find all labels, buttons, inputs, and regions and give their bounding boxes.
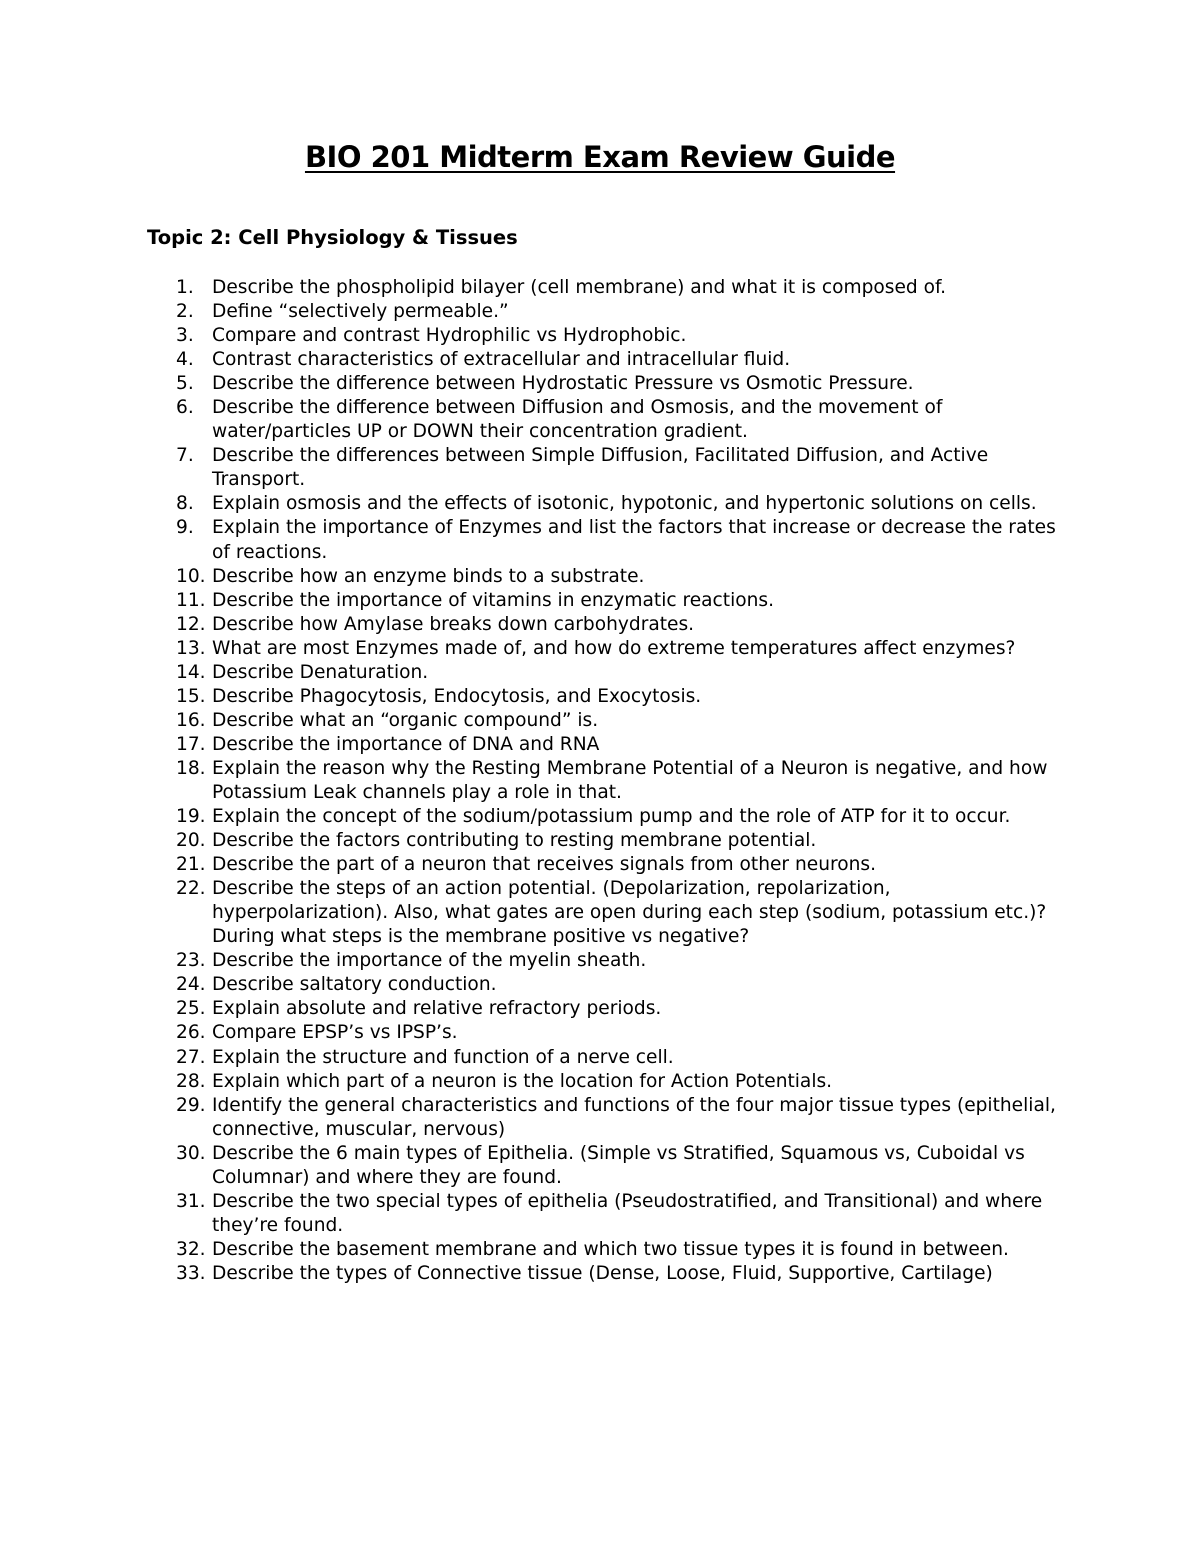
list-item	[0, 565, 1062, 589]
list-item-text: Describe the 6 main types of Epithelia. (Simple vs Stratified, Squamous vs, Cuboidal vs Columnar) and where they are found.	[212, 1142, 1025, 1188]
list-item-text: Define “selectively permeable.”	[212, 301, 509, 323]
list-item-number: 33.	[176, 1262, 206, 1284]
list-item	[0, 1021, 1062, 1045]
question-list	[0, 276, 1200, 1286]
list-item-number: 6.	[176, 397, 194, 419]
list-item-number: 10.	[176, 565, 206, 587]
list-item-text: Explain the reason why the Resting Membrane Potential of a Neuron is negative, and how Potassium Leak channels play a role in that.	[212, 757, 1048, 803]
list-item-number: 1.	[176, 277, 194, 298]
list-item-text: Explain absolute and relative refractory periods.	[212, 998, 662, 1020]
list-item-text: Describe the importance of DNA and RNA	[212, 733, 600, 755]
list-item	[0, 853, 1062, 877]
list-item-number: 9.	[176, 517, 194, 539]
list-item	[0, 444, 1062, 492]
list-item-number: 15.	[176, 685, 206, 707]
list-item	[0, 805, 1062, 829]
list-item-text: Compare and contrast Hydrophilic vs Hydrophobic.	[212, 325, 687, 347]
list-item	[0, 1262, 1062, 1286]
list-item-number: 30.	[176, 1142, 206, 1164]
list-item-number: 20.	[176, 830, 206, 852]
list-item-text: Describe the difference between Hydrostatic Pressure vs Osmotic Pressure.	[212, 373, 914, 395]
list-item-number: 24.	[176, 974, 206, 996]
list-item-text: Describe Denaturation.	[212, 661, 429, 683]
list-item-number: 3.	[176, 325, 194, 347]
list-item	[0, 516, 1062, 564]
list-item	[0, 685, 1062, 709]
page-title: BIO 201 Midterm Exam Review Guide	[304, 140, 896, 174]
list-item-text: Describe what an “organic compound” is.	[212, 709, 599, 731]
list-item-text: Describe Phagocytosis, Endocytosis, and Exocytosis.	[212, 685, 702, 707]
list-item-text: Explain the concept of the sodium/potassium pump and the role of ATP for it to occur.	[212, 806, 1011, 828]
list-item	[0, 949, 1062, 973]
list-item-number: 21.	[176, 854, 206, 876]
list-item-number: 26.	[176, 1022, 206, 1044]
list-item-text: Contrast characteristics of extracellular and intracellular fluid.	[212, 349, 791, 371]
list-item-number: 18.	[176, 757, 206, 779]
list-item-number: 27.	[176, 1046, 206, 1068]
list-item	[0, 1094, 1062, 1142]
list-item-text: Describe the differences between Simple Diffusion, Facilitated Diffusion, and Active Transport.	[212, 445, 989, 491]
list-item	[0, 757, 1062, 805]
list-item-text: Describe the steps of an action potential. (Depolarization, repolarization, hyperpolarization). Also, what gates are open during each step (sodium, potassium etc.)? During what steps is the membrane positive vs negative?	[212, 878, 1047, 948]
list-item-text: Describe the two special types of epithelia (Pseudostratified, and Transitional) and where they’re found.	[212, 1190, 1043, 1236]
list-item-number: 13.	[176, 637, 206, 659]
list-item-text: Explain osmosis and the effects of isotonic, hypotonic, and hypertonic solutions on cells.	[212, 493, 1037, 515]
list-item-text: Explain the importance of Enzymes and list the factors that increase or decrease the rates of reactions.	[212, 517, 1056, 563]
list-item-text: Describe the part of a neuron that receives signals from other neurons.	[212, 854, 876, 876]
list-item-text: Describe the basement membrane and which two tissue types it is found in between.	[212, 1238, 1009, 1260]
list-item-text: Describe the factors contributing to resting membrane potential.	[212, 830, 817, 852]
list-item-number: 5.	[176, 373, 194, 395]
list-item-text: Describe the types of Connective tissue (Dense, Loose, Fluid, Supportive, Cartilage)	[212, 1262, 993, 1284]
list-item-number: 16.	[176, 709, 206, 731]
list-item	[0, 637, 1062, 661]
list-item	[0, 1070, 1062, 1094]
list-item	[0, 324, 1062, 348]
list-item-number: 25.	[176, 998, 206, 1020]
list-item-text: Explain which part of a neuron is the location for Action Potentials.	[212, 1070, 833, 1092]
list-item	[0, 733, 1062, 757]
list-item-number: 12.	[176, 613, 206, 635]
list-item	[0, 396, 1062, 444]
list-item-number: 17.	[176, 733, 206, 755]
list-item	[0, 973, 1062, 997]
list-item	[0, 300, 1062, 324]
list-item-text: Explain the structure and function of a nerve cell.	[212, 1046, 674, 1068]
list-item-text: What are most Enzymes made of, and how do extreme temperatures affect enzymes?	[212, 637, 1016, 659]
list-item-number: 22.	[176, 878, 206, 900]
list-item	[0, 829, 1062, 853]
list-item	[0, 492, 1062, 516]
list-item-text: Describe how an enzyme binds to a substrate.	[212, 565, 645, 587]
list-item	[0, 1238, 1062, 1262]
list-item	[0, 877, 1062, 949]
list-item	[0, 661, 1062, 685]
list-item	[0, 613, 1062, 637]
list-item-text: Describe saltatory conduction.	[212, 974, 497, 996]
list-item	[0, 1046, 1062, 1070]
list-item	[0, 348, 1062, 372]
list-item-text: Identify the general characteristics and functions of the four major tissue types (epithelial, connective, muscular, nervous)	[212, 1094, 1056, 1140]
list-item	[0, 1190, 1062, 1238]
list-item-number: 2.	[176, 301, 194, 323]
list-item-number: 28.	[176, 1070, 206, 1092]
list-item-text: Describe the difference between Diffusion and Osmosis, and the movement of water/particles UP or DOWN their concentration gradient.	[212, 397, 943, 443]
list-item	[0, 997, 1062, 1021]
list-item-text: Describe the importance of vitamins in enzymatic reactions.	[212, 589, 774, 611]
list-item-text: Describe the importance of the myelin sheath.	[212, 950, 647, 972]
list-item-text: Describe how Amylase breaks down carbohydrates.	[212, 613, 695, 635]
list-item-text: Describe the phospholipid bilayer (cell membrane) and what it is composed of.	[212, 277, 947, 298]
list-item-number: 14.	[176, 661, 206, 683]
list-item-number: 8.	[176, 493, 194, 515]
list-item-number: 19.	[176, 806, 206, 828]
list-item	[0, 372, 1062, 396]
list-item	[0, 1142, 1062, 1190]
list-item-number: 31.	[176, 1190, 206, 1212]
list-item	[0, 589, 1062, 613]
list-item-text: Compare EPSP’s vs IPSP’s.	[212, 1022, 458, 1044]
topic-heading: Topic 2: Cell Physiology & Tissues	[147, 226, 518, 249]
list-item-number: 29.	[176, 1094, 206, 1116]
list-item	[0, 276, 1062, 300]
list-item-number: 4.	[176, 349, 194, 371]
list-item-number: 23.	[176, 950, 206, 972]
list-item-number: 32.	[176, 1238, 206, 1260]
list-item-number: 11.	[176, 589, 206, 611]
list-item	[0, 709, 1062, 733]
list-item-number: 7.	[176, 445, 194, 467]
